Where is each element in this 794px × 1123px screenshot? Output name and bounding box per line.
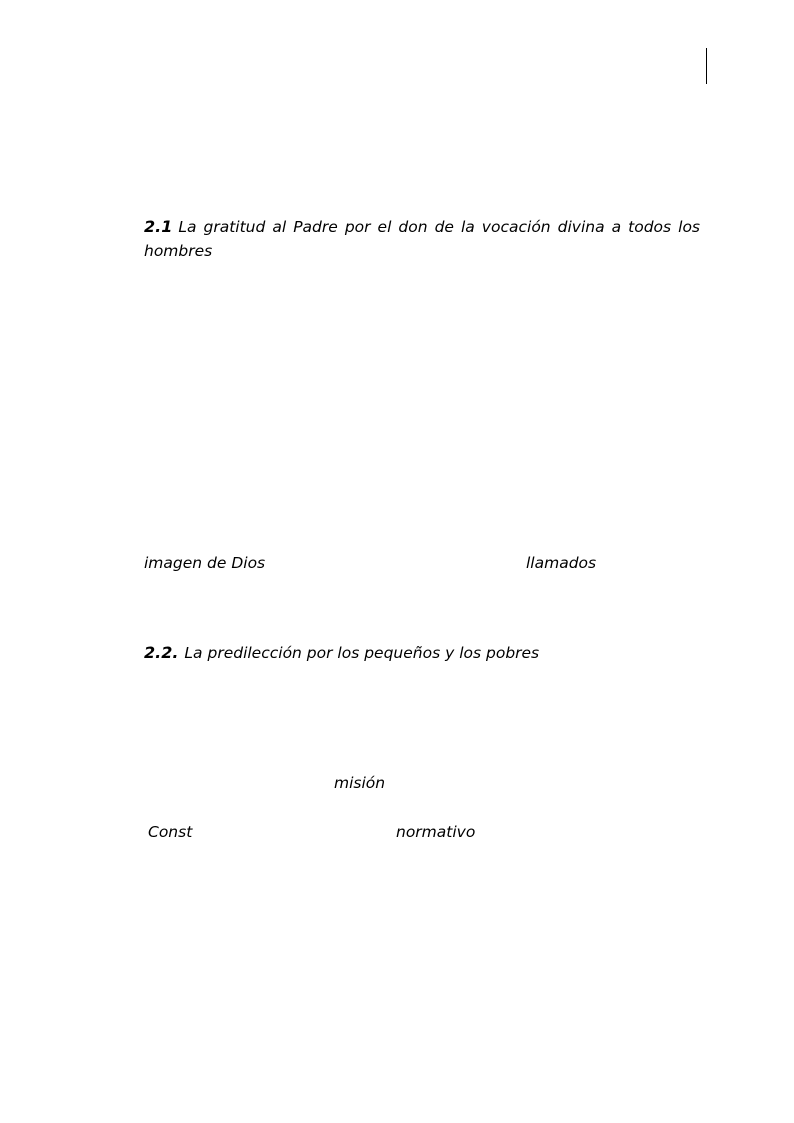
margin-rule bbox=[706, 48, 707, 84]
fragment-imagen-de-dios: imagen de Dios bbox=[144, 554, 266, 572]
section-heading-2-1 bbox=[144, 215, 700, 263]
fragment-llamados: llamados bbox=[526, 554, 597, 572]
fragment-mision: misión bbox=[334, 774, 386, 792]
section-number: 2.2. bbox=[144, 643, 179, 662]
section-number: 2.1 bbox=[144, 217, 173, 236]
section-heading-2-1-line1 bbox=[144, 215, 700, 239]
section-heading-2-2 bbox=[144, 641, 700, 665]
section-title-continuation: hombres bbox=[144, 242, 213, 260]
fragment-const: Const bbox=[148, 823, 193, 841]
fragment-normativo: normativo bbox=[396, 823, 476, 841]
section-title: La predilección por los pequeños y los pobres bbox=[184, 644, 540, 662]
section-title: La gratitud al Padre por el don de la vocación divina a todos los bbox=[178, 218, 700, 236]
